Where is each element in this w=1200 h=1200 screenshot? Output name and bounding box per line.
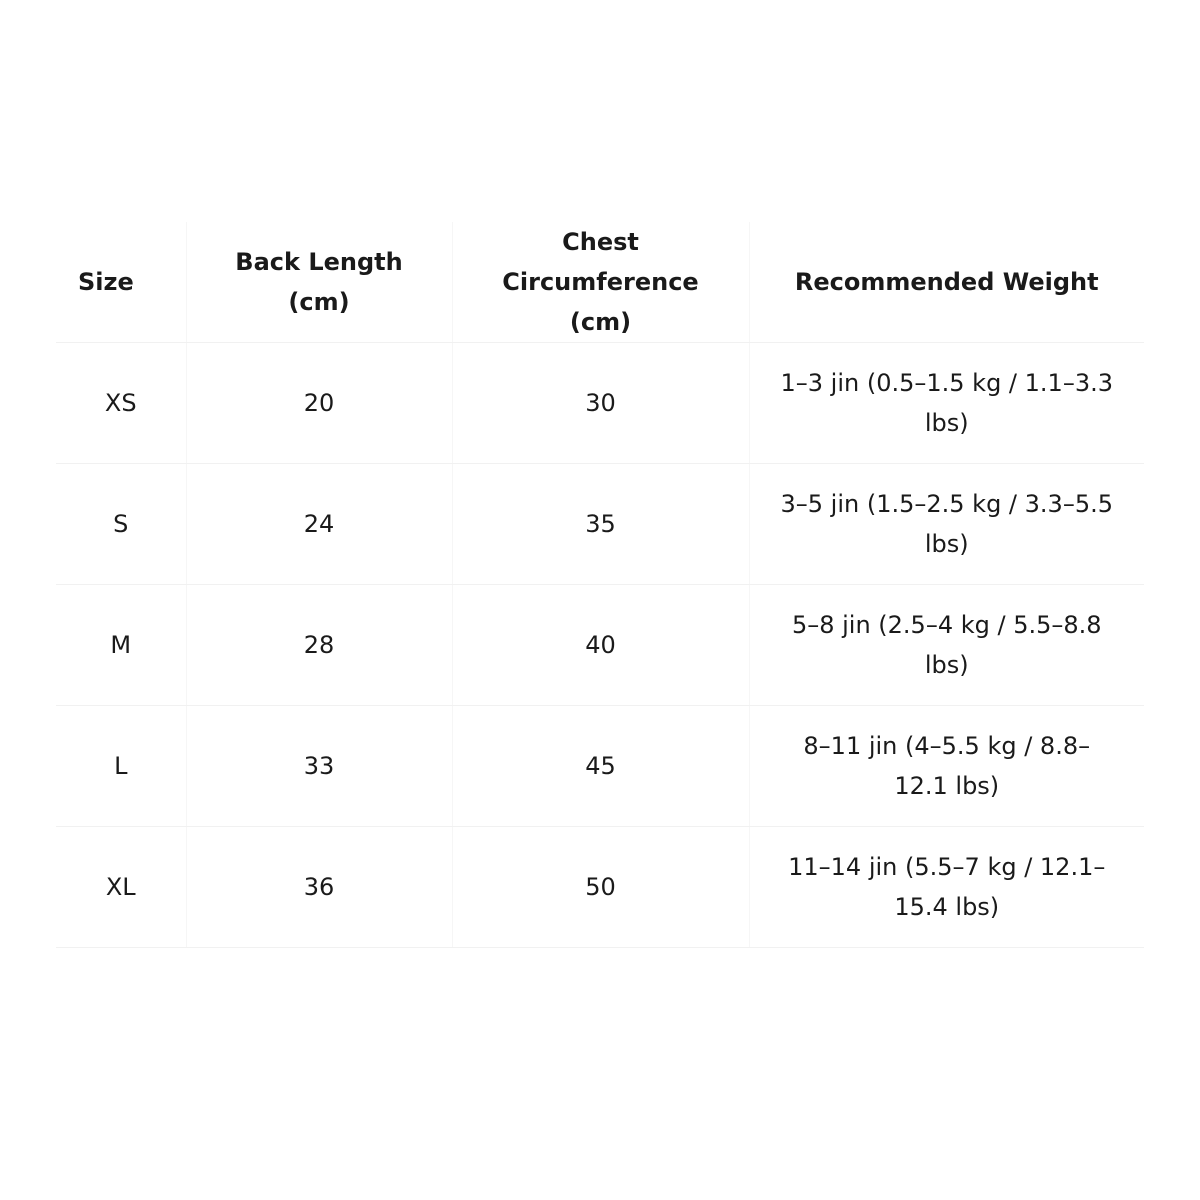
table-row bbox=[56, 706, 1144, 827]
size-label: M bbox=[110, 631, 132, 659]
table-row bbox=[56, 827, 1144, 948]
size-label: L bbox=[114, 752, 128, 780]
cell-chest: 50 bbox=[452, 827, 749, 948]
cell-chest: 30 bbox=[452, 343, 749, 464]
cell-weight: 5–8 jin (2.5–4 kg / 5.5–8.8 lbs) bbox=[749, 585, 1144, 706]
cell-size bbox=[56, 585, 186, 706]
size-label: XL bbox=[105, 873, 136, 901]
table-row bbox=[56, 464, 1144, 585]
cell-weight: 11–14 jin (5.5–7 kg / 12.1–15.4 lbs) bbox=[749, 827, 1144, 948]
cell-weight: 1–3 jin (0.5–1.5 kg / 1.1–3.3 lbs) bbox=[749, 343, 1144, 464]
table-row bbox=[56, 343, 1144, 464]
header-recommended-weight: Recommended Weight bbox=[749, 222, 1144, 343]
cell-chest: 35 bbox=[452, 464, 749, 585]
cell-back-length: 36 bbox=[186, 827, 452, 948]
cell-back-length: 33 bbox=[186, 706, 452, 827]
cell-back-length: 20 bbox=[186, 343, 452, 464]
cell-back-length: 28 bbox=[186, 585, 452, 706]
cell-size bbox=[56, 706, 186, 827]
size-label: S bbox=[113, 510, 129, 538]
header-chest-circumference: Chest Circumference (cm) bbox=[452, 222, 749, 343]
table-header-row bbox=[56, 222, 1144, 343]
cell-chest: 40 bbox=[452, 585, 749, 706]
cell-weight: 3–5 jin (1.5–2.5 kg / 3.3–5.5 lbs) bbox=[749, 464, 1144, 585]
table-row bbox=[56, 585, 1144, 706]
cell-size bbox=[56, 827, 186, 948]
cell-chest: 45 bbox=[452, 706, 749, 827]
header-back-length: Back Length (cm) bbox=[186, 222, 452, 343]
size-label: XS bbox=[104, 389, 137, 417]
cell-back-length: 24 bbox=[186, 464, 452, 585]
header-size: Size bbox=[56, 222, 186, 343]
cell-size bbox=[56, 343, 186, 464]
cell-size bbox=[56, 464, 186, 585]
cell-weight: 8–11 jin (4–5.5 kg / 8.8–12.1 lbs) bbox=[749, 706, 1144, 827]
size-chart-table bbox=[56, 222, 1144, 948]
